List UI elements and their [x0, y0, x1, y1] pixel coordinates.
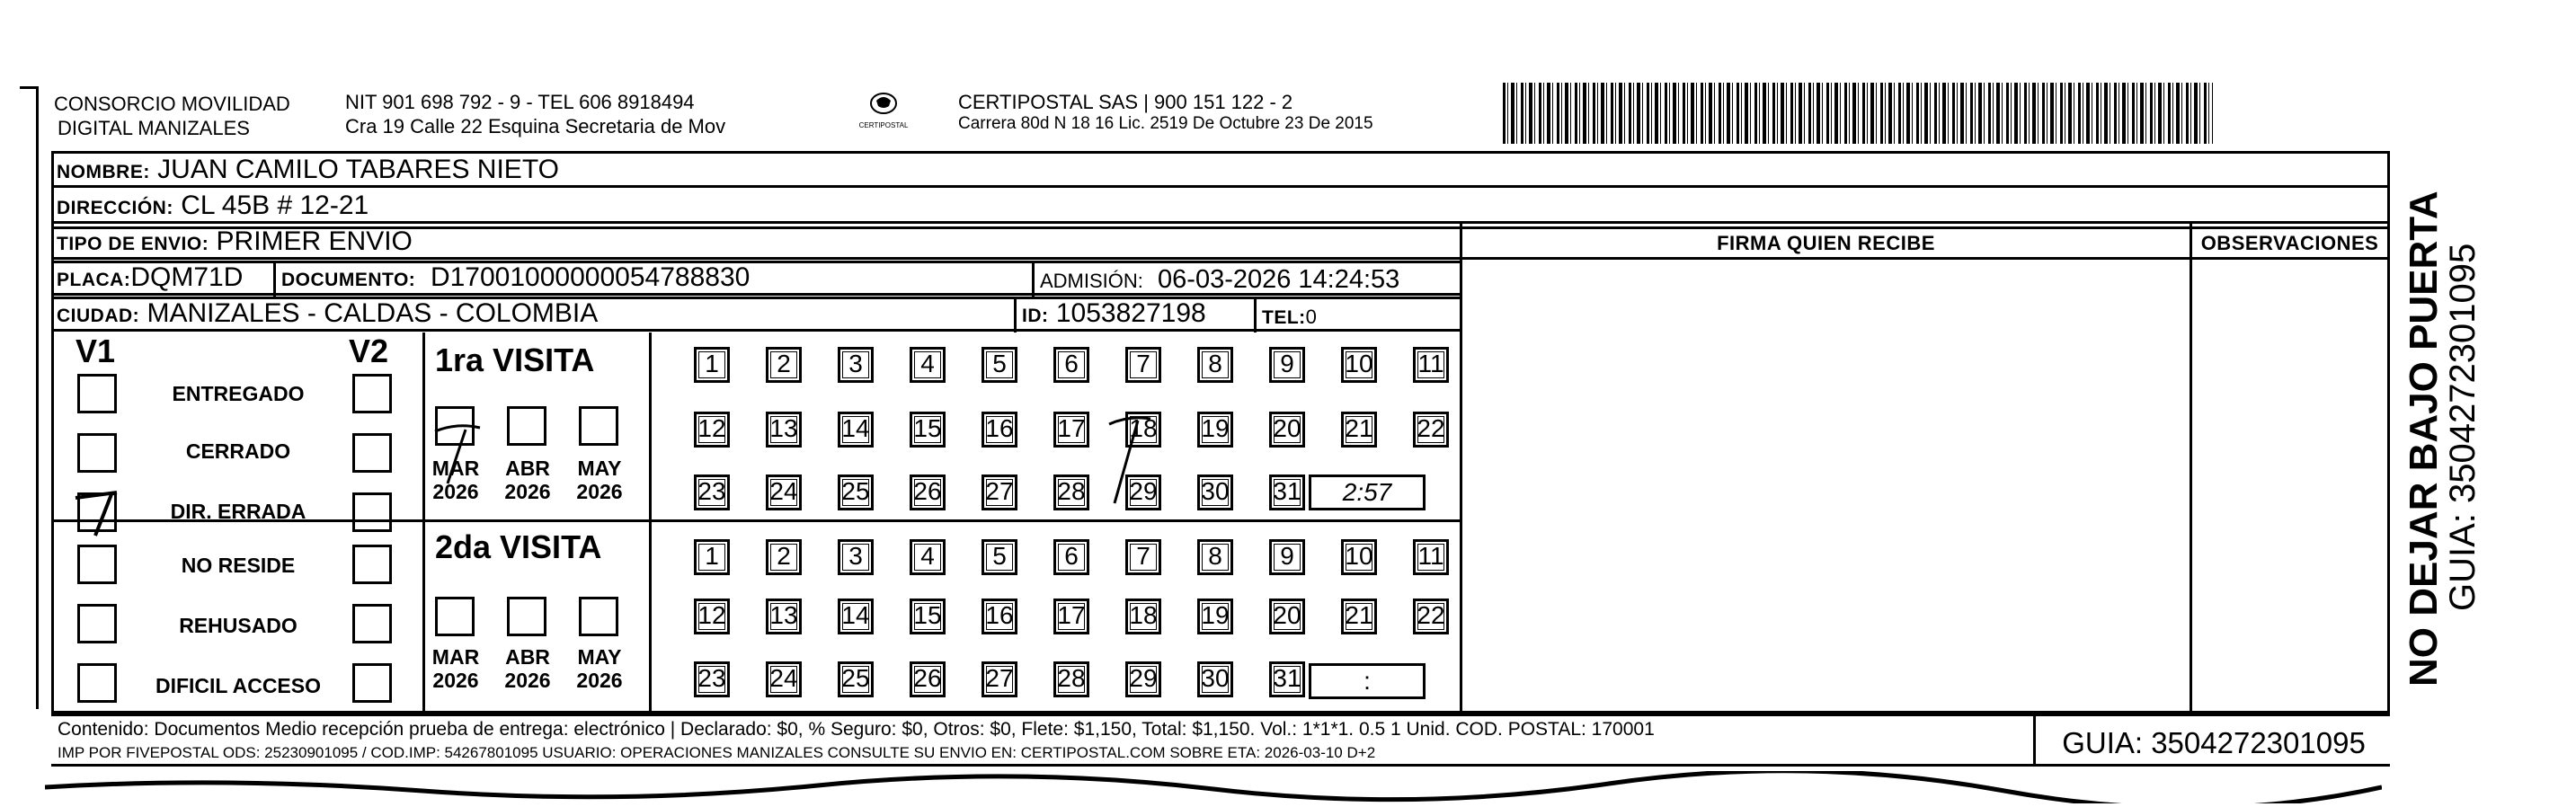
time-box-second[interactable]	[1309, 663, 1426, 699]
day-box[interactable]: 12	[694, 412, 730, 448]
day-box[interactable]: 19	[1197, 412, 1233, 448]
month-abr: ABR 2026	[504, 457, 551, 503]
handwritten-mark-day	[1102, 408, 1156, 507]
day-box[interactable]: 14	[838, 599, 874, 634]
day-box[interactable]: 22	[1413, 412, 1449, 448]
v1-checkbox[interactable]	[77, 374, 117, 413]
tel-value: 0	[1305, 306, 1317, 328]
day-box[interactable]: 26	[910, 661, 946, 697]
side-warning: NO DEJAR BAJO PUERTA	[2402, 191, 2446, 687]
day-box[interactable]: 7	[1125, 347, 1161, 383]
v2-checkbox[interactable]	[352, 433, 392, 473]
v1-checkbox[interactable]	[77, 433, 117, 473]
placa-label: PLACA:	[57, 270, 131, 290]
day-box[interactable]: 3	[838, 347, 874, 383]
day-box[interactable]: 8	[1197, 347, 1233, 383]
day-box[interactable]: 5	[982, 347, 1017, 383]
v2-checkbox[interactable]	[352, 604, 392, 643]
day-box[interactable]: 16	[982, 412, 1017, 448]
month-checkbox-mar[interactable]	[435, 597, 475, 636]
day-box[interactable]: 17	[1053, 412, 1089, 448]
day-box[interactable]: 18	[1125, 599, 1161, 634]
tipo-value: PRIMER ENVIO	[216, 226, 413, 256]
tel-label: TEL:	[1262, 307, 1306, 328]
v1-checkbox[interactable]	[77, 663, 117, 703]
company-contact: NIT 901 698 792 - 9 - TEL 606 8918494 Cra 19 Calle 22 Esquina Secretaria de Mov	[345, 91, 726, 137]
footer-guia: GUIA: 3504272301095	[2062, 726, 2366, 759]
time-value-first: 2:57	[1342, 478, 1392, 506]
day-box[interactable]: 13	[766, 412, 802, 448]
status-no-reside: NO RESIDE	[181, 554, 296, 577]
day-box[interactable]: 25	[838, 661, 874, 697]
observaciones-header: OBSERVACIONES	[2200, 232, 2379, 254]
direccion-value: CL 45B # 12-21	[181, 191, 369, 220]
day-box[interactable]: 9	[1269, 539, 1305, 575]
day-box[interactable]: 28	[1053, 661, 1089, 697]
certipostal-info: CERTIPOSTAL SAS | 900 151 122 - 2 Carrera 80d N 18 16 Lic. 2519 De Octubre 23 De 2015	[958, 91, 1373, 133]
day-box[interactable]: 10	[1341, 347, 1377, 383]
day-box[interactable]: 15	[910, 412, 946, 448]
day-box[interactable]: 18	[1125, 412, 1161, 448]
month-mar: MAR 2026	[431, 645, 480, 692]
placa-value: DQM71D	[130, 262, 244, 292]
day-box[interactable]: 1	[694, 347, 730, 383]
ciudad-label: CIUDAD:	[57, 306, 140, 326]
day-box[interactable]: 4	[910, 347, 946, 383]
month-checkbox-abr[interactable]	[507, 597, 546, 636]
day-box[interactable]: 21	[1341, 599, 1377, 634]
day-box[interactable]: 28	[1053, 474, 1089, 510]
status-rehusado: REHUSADO	[179, 614, 298, 637]
month-may: MAY 2026	[576, 645, 623, 692]
month-checkbox-may[interactable]	[579, 406, 618, 446]
month-checkbox-may[interactable]	[579, 597, 618, 636]
barcode	[1503, 83, 2213, 144]
day-box[interactable]: 30	[1197, 474, 1233, 510]
id-value: 1053827198	[1055, 298, 1206, 328]
day-box[interactable]: 6	[1053, 539, 1089, 575]
day-box[interactable]: 4	[910, 539, 946, 575]
side-guia: GUIA: 3504272301095	[2443, 243, 2483, 611]
tipo-label: TIPO DE ENVIO:	[57, 234, 209, 254]
margin-bracket	[20, 86, 39, 709]
day-box[interactable]: 10	[1341, 539, 1377, 575]
day-box[interactable]: 17	[1053, 599, 1089, 634]
handwritten-mark-mar	[430, 415, 493, 487]
day-box[interactable]: 7	[1125, 539, 1161, 575]
first-visit-title: 1ra VISITA	[435, 341, 595, 378]
nombre-value: JUAN CAMILO TABARES NIETO	[157, 155, 559, 184]
ciudad-value: MANIZALES - CALDAS - COLOMBIA	[147, 298, 599, 328]
v1-label: V1	[76, 333, 116, 369]
day-box[interactable]: 30	[1197, 661, 1233, 697]
time-box-first[interactable]	[1309, 474, 1426, 510]
status-cerrado: CERRADO	[185, 439, 291, 463]
v2-checkbox[interactable]	[352, 374, 392, 413]
documento-value: D17001000000054788830	[430, 262, 751, 292]
v1-checkbox[interactable]	[77, 604, 117, 643]
direccion-label: DIRECCIÓN:	[57, 198, 173, 218]
day-box[interactable]: 21	[1341, 412, 1377, 448]
day-box[interactable]: 29	[1125, 661, 1161, 697]
second-visit-title: 2da VISITA	[435, 528, 602, 565]
company-name: CONSORCIO MOVILIDAD DIGITAL MANIZALES	[54, 93, 290, 139]
day-box[interactable]: 13	[766, 599, 802, 634]
day-box[interactable]: 24	[766, 474, 802, 510]
day-box[interactable]: 3	[838, 539, 874, 575]
month-mar: MAR 2026	[431, 457, 480, 503]
day-box[interactable]: 31	[1269, 661, 1305, 697]
day-box[interactable]: 2	[766, 539, 802, 575]
day-box[interactable]: 19	[1197, 599, 1233, 634]
day-box[interactable]: 22	[1413, 599, 1449, 634]
day-box[interactable]: 2	[766, 347, 802, 383]
day-box[interactable]: 24	[766, 661, 802, 697]
month-abr: ABR 2026	[504, 645, 551, 692]
nombre-label: NOMBRE:	[57, 162, 150, 182]
day-box[interactable]: 20	[1269, 599, 1305, 634]
status-dir-errada: DIR. ERRADA	[170, 500, 306, 523]
documento-label: DOCUMENTO:	[281, 270, 416, 290]
day-box[interactable]: 5	[982, 539, 1017, 575]
day-box[interactable]: 14	[838, 412, 874, 448]
logo-icon	[866, 90, 902, 117]
certipostal-logo: CERTIPOSTAL	[852, 90, 915, 144]
day-box[interactable]: 27	[982, 661, 1017, 697]
day-box[interactable]: 16	[982, 599, 1017, 634]
v2-checkbox[interactable]	[352, 492, 392, 532]
day-box[interactable]: 20	[1269, 412, 1305, 448]
time-value-second: :	[1364, 667, 1371, 695]
day-box[interactable]: 31	[1269, 474, 1305, 510]
day-box[interactable]: 8	[1197, 539, 1233, 575]
v1-checkbox[interactable]	[77, 545, 117, 584]
footer-contenido: Contenido: Documentos Medio recepción prueba de entrega: electrónico | Declarado: $0, % Seguro: $0, Otros: $0, Flete: $1,150, Total: $1,150. Vol.: 1*1*1. 0.5 1 Unid. COD. POSTAL: 170001	[58, 719, 1655, 740]
day-box[interactable]: 23	[694, 661, 730, 697]
day-box[interactable]: 23	[694, 474, 730, 510]
day-box[interactable]: 12	[694, 599, 730, 634]
v2-checkbox[interactable]	[352, 663, 392, 703]
torn-edge	[45, 771, 2382, 803]
day-box[interactable]: 11	[1413, 347, 1449, 383]
firma-header: FIRMA QUIEN RECIBE	[1717, 232, 1935, 254]
day-box[interactable]: 27	[982, 474, 1017, 510]
id-label: ID:	[1022, 306, 1049, 326]
admision-label: ADMISIÓN:	[1040, 270, 1143, 292]
day-box[interactable]: 25	[838, 474, 874, 510]
month-checkbox-abr[interactable]	[507, 406, 546, 446]
day-box[interactable]: 9	[1269, 347, 1305, 383]
day-box[interactable]: 26	[910, 474, 946, 510]
day-box[interactable]: 29	[1125, 474, 1161, 510]
status-dificil-acceso: DIFICIL ACCESO	[155, 674, 321, 697]
month-may: MAY 2026	[576, 457, 623, 503]
handwritten-check	[72, 485, 126, 539]
footer-imp: IMP POR FIVEPOSTAL ODS: 25230901095 / COD.IMP: 54267801095 USUARIO: OPERACIONES MANIZALES CONSULTE SU ENVIO EN: CERTIPOSTAL.COM SOBRE ETA: 2026-03-10 D+2	[58, 744, 1376, 761]
day-box[interactable]: 1	[694, 539, 730, 575]
day-box[interactable]: 6	[1053, 347, 1089, 383]
admision-value: 06-03-2026 14:24:53	[1158, 265, 1400, 294]
status-entregado: ENTREGADO	[172, 382, 305, 405]
day-box[interactable]: 15	[910, 599, 946, 634]
day-box[interactable]: 11	[1413, 539, 1449, 575]
v2-checkbox[interactable]	[352, 545, 392, 584]
v2-label: V2	[349, 333, 389, 369]
